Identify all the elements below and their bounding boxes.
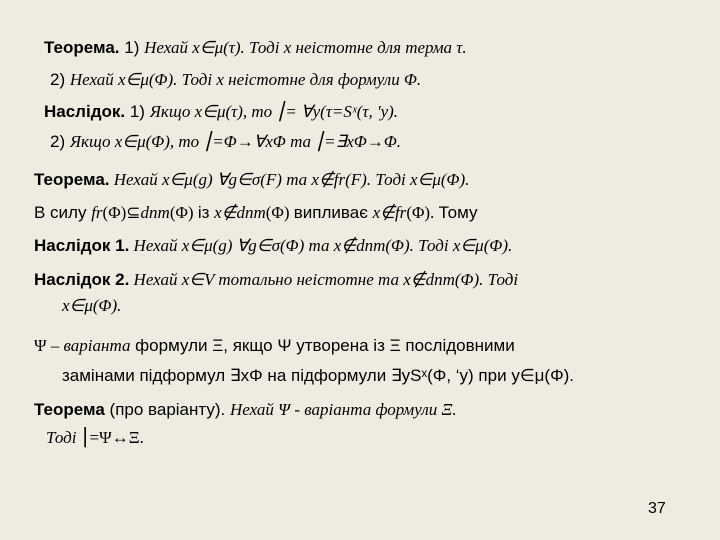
- text-segment: x∉fr: [372, 203, 407, 222]
- text-segment: Теорема.: [34, 170, 110, 189]
- text-segment: формули Ξ, якщо Ψ утворена із Ξ послідовними: [130, 336, 515, 355]
- text-line-5: [34, 170, 469, 190]
- text-segment: Нехай x∈μ(g) ∀g∈σ(F) та x∉fr(F). Тоді x∈μ(Φ).: [109, 170, 470, 189]
- text-segment: (про варіанту).: [104, 400, 230, 419]
- text-line-3: [44, 102, 398, 122]
- text-segment: Тоді: [46, 428, 81, 447]
- text-segment: із: [197, 203, 215, 222]
- text-segment: fr: [91, 203, 103, 222]
- text-segment: x∉dnm: [214, 203, 266, 222]
- text-line-12: [34, 400, 457, 420]
- text-segment: dnm: [140, 203, 170, 222]
- text-segment: Наслідок 2.: [34, 270, 130, 289]
- text-segment: 1): [125, 102, 150, 121]
- text-segment: ⎮=Ψ↔Ξ.: [80, 428, 144, 447]
- text-line-13: [46, 428, 144, 448]
- text-segment: Нехай x∈V тотально неістотне та x∉dnm(Φ). Тоді: [129, 270, 519, 289]
- text-segment: Наслідок 1.: [34, 236, 130, 255]
- text-segment: Тому: [438, 203, 478, 222]
- text-segment: 2): [50, 70, 70, 89]
- text-segment: Нехай x∈μ(τ). Тоді x неістотне для терма τ.: [144, 38, 467, 57]
- text-line-6: [34, 203, 477, 223]
- text-segment: Теорема: [34, 400, 105, 419]
- text-line-1: [44, 38, 467, 58]
- text-line-4: [50, 132, 401, 152]
- text-segment: Ψ –: [34, 336, 64, 355]
- text-segment: Наслідок.: [44, 102, 126, 121]
- page-number: 37: [648, 500, 666, 517]
- text-segment: (Φ)⊆: [102, 203, 141, 222]
- text-segment: (Φ): [265, 203, 294, 222]
- text-segment: варіанта: [63, 336, 131, 355]
- text-segment: Нехай x∈μ(Φ). Тоді x неістотне для формули Φ.: [69, 70, 422, 89]
- text-line-8: [34, 270, 518, 290]
- text-line-2: [50, 70, 421, 90]
- text-segment: замінами підформул ∃xΦ на підформули ∃ySˣ(Φ, ‘y) при y∈μ(Φ).: [62, 366, 575, 385]
- text-line-10: [34, 336, 515, 356]
- text-segment: 2): [50, 132, 70, 151]
- text-segment: 1): [119, 38, 145, 57]
- text-segment: Теорема.: [44, 38, 120, 57]
- text-line-7: [34, 236, 512, 256]
- text-segment: (Φ): [169, 203, 198, 222]
- text-segment: Якщо x∈μ(τ), то ⎮= ∀y(τ=Sˣ(τ, 'y).: [149, 102, 399, 121]
- text-segment: x∈μ(Φ).: [62, 296, 122, 315]
- text-line-11: [62, 366, 574, 386]
- text-segment: випливає: [293, 203, 373, 222]
- text-segment: Нехай x∈μ(g) ∀g∈σ(Φ) та x∉dnm(Φ). Тоді x∈μ(Φ).: [129, 236, 513, 255]
- text-segment: В силу: [34, 203, 92, 222]
- text-segment: Нехай Ψ - варіанта формули Ξ.: [230, 400, 457, 419]
- text-segment: Якщо x∈μ(Φ), то ⎮=Φ→∀xΦ та ⎮=∃xΦ→Φ.: [69, 132, 402, 151]
- text-line-9: [62, 296, 121, 316]
- text-segment: (Φ).: [406, 203, 439, 222]
